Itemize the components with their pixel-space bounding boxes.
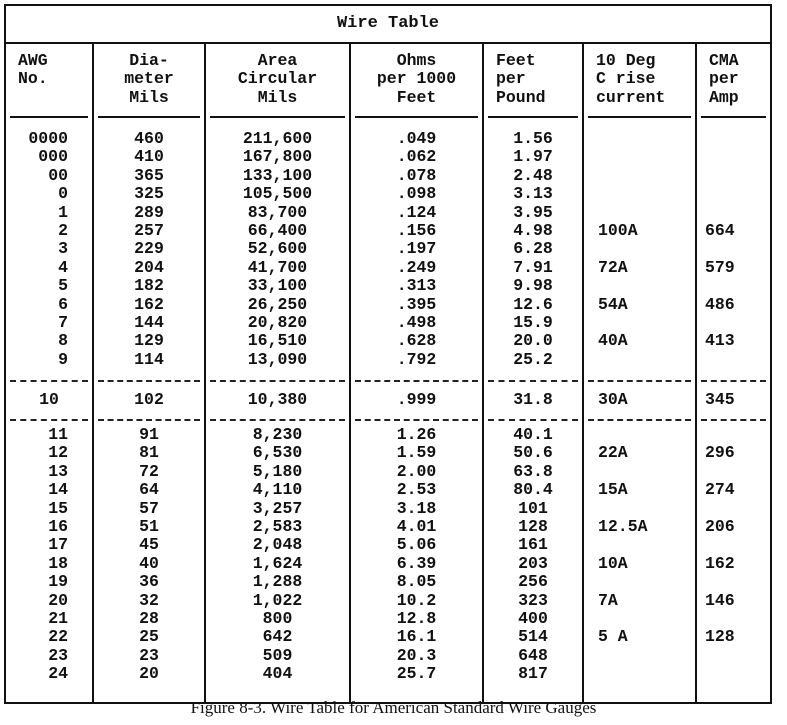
table-cell: 20 (139, 664, 159, 684)
column-header-area: Area Circular Mils (210, 44, 345, 118)
table-cell: 8 (58, 331, 68, 351)
table-cell: 23 (139, 645, 159, 665)
table-cell: 7.91 (513, 257, 553, 277)
dashed-divider (210, 413, 345, 426)
table-cell: 105,500 (242, 184, 313, 204)
table-cell: 664 (705, 220, 735, 240)
table-cell: .098 (396, 184, 437, 204)
table-cell (584, 463, 695, 481)
table-cell: 52,600 (247, 239, 308, 259)
table-cell: 182 (134, 276, 164, 296)
table-cell: 2,583 (252, 517, 303, 537)
dashed-divider (210, 369, 345, 387)
dashed-divider (588, 369, 691, 387)
table-cell (697, 240, 770, 258)
table-cell: 72 (139, 461, 159, 481)
table-cell (584, 130, 695, 148)
table-cell: 2,048 (252, 535, 303, 555)
table-cell: 8,230 (252, 425, 303, 445)
table-cell: 296 (705, 443, 735, 463)
table-cell: 1 (58, 202, 68, 222)
table-cell: 30A (598, 390, 628, 410)
table-cell: .124 (396, 202, 437, 222)
table-cell: 66,400 (247, 220, 308, 240)
table-cell: 20.3 (396, 645, 437, 665)
table-cell: 5 (58, 276, 68, 296)
table-cell: 15.9 (513, 312, 553, 332)
table-cell: 25.2 (513, 349, 553, 369)
table-cell: 000 (38, 147, 68, 167)
table-cell: 17 (48, 535, 68, 555)
table-cell: 100A (598, 220, 638, 240)
table-cell: 50.6 (513, 443, 553, 463)
table-cell: 2 (58, 220, 68, 240)
table-cell (584, 426, 695, 444)
table-cell: 5.06 (396, 535, 437, 555)
table-cell: 12.6 (513, 294, 553, 314)
table-cell (584, 351, 695, 369)
dashed-divider (355, 413, 478, 426)
table-cell (584, 500, 695, 518)
table-cell: 8.05 (396, 572, 437, 592)
column-body (484, 118, 582, 702)
table-cell: 28 (139, 608, 159, 628)
table-cell: 144 (134, 312, 164, 332)
column-feet-per-pound (484, 44, 584, 702)
table-cell: 204 (134, 257, 164, 277)
table-cell: 3.13 (513, 184, 553, 204)
dashed-divider (488, 413, 578, 426)
table-cell: 128 (705, 627, 735, 647)
table-cell: 1,022 (252, 590, 303, 610)
table-cell: 13 (48, 461, 68, 481)
table-cell: 26,250 (247, 294, 308, 314)
table-cell (697, 314, 770, 332)
table-cell (697, 130, 770, 148)
table-cell (697, 148, 770, 166)
column-header-diameter: Dia- meter Mils (98, 44, 200, 118)
column-body (697, 118, 770, 702)
table-cell: .498 (396, 312, 437, 332)
table-cell (584, 314, 695, 332)
table-cell: 1.26 (396, 425, 437, 445)
table-cell: 12 (48, 443, 68, 463)
table-cell: 365 (134, 165, 164, 185)
table-cell: 16,510 (247, 331, 308, 351)
table-cell: 404 (262, 664, 293, 684)
dashed-divider (98, 413, 200, 426)
table-cell: 410 (134, 147, 164, 167)
table-cell: 102 (134, 390, 164, 410)
table-cell (697, 647, 770, 665)
table-cell: 289 (134, 202, 164, 222)
table-cell: 54A (598, 294, 628, 314)
table-cell (584, 240, 695, 258)
table-cell: 25.7 (396, 664, 437, 684)
table-cell: 167,800 (242, 147, 313, 167)
table-cell: 57 (139, 498, 159, 518)
table-cell: 161 (518, 535, 548, 555)
table-cell: 0000 (28, 129, 68, 148)
table-cell: 6,530 (252, 443, 303, 463)
table-cell: 800 (262, 608, 293, 628)
table-cell: 45 (139, 535, 159, 555)
wire-table (4, 4, 772, 704)
table-cell: 9.98 (513, 276, 553, 296)
table-cell: 274 (705, 480, 735, 500)
dashed-divider (10, 369, 88, 387)
table-cell: .999 (396, 390, 437, 410)
column-header-feet-per-pound: Feet per Pound (488, 44, 578, 118)
table-cell: 162 (134, 294, 164, 314)
column-ohms (351, 44, 484, 702)
column-body (351, 118, 482, 702)
table-cell (697, 665, 770, 683)
table-cell: 7A (598, 590, 618, 610)
table-cell: 1,624 (252, 553, 303, 573)
table-cell: .249 (396, 257, 437, 277)
table-cell: 6.39 (396, 553, 437, 573)
table-cell: 229 (134, 239, 164, 259)
table-cell: 12.8 (396, 608, 437, 628)
table-cell: 18 (48, 553, 68, 573)
table-cell: 206 (705, 517, 735, 537)
table-cell: 162 (705, 553, 735, 573)
table-cell: 3,257 (252, 498, 303, 518)
table-cell: 460 (134, 129, 164, 148)
column-body (94, 118, 204, 702)
table-cell: 256 (518, 572, 548, 592)
table-cell: 80.4 (513, 480, 553, 500)
table-cell: 14 (48, 480, 68, 500)
table-columns (6, 44, 770, 702)
column-body (6, 118, 92, 702)
table-cell: .792 (396, 349, 437, 369)
column-body (584, 118, 695, 702)
table-cell: 3 (58, 239, 68, 259)
table-cell: 413 (705, 331, 735, 351)
table-cell (697, 185, 770, 203)
table-cell: 00 (48, 165, 68, 185)
table-cell: 2.48 (513, 165, 553, 185)
column-awg (6, 44, 94, 702)
table-cell: 146 (705, 590, 735, 610)
table-cell: 83,700 (247, 202, 308, 222)
table-cell: 20 (48, 590, 68, 610)
table-cell: 114 (134, 349, 164, 369)
table-cell: 129 (134, 331, 164, 351)
table-cell: 63.8 (513, 461, 553, 481)
table-cell: 3.18 (396, 498, 437, 518)
table-cell: 22 (48, 627, 68, 647)
column-header-ohms: Ohms per 1000 Feet (355, 44, 478, 118)
table-cell: 4,110 (252, 480, 303, 500)
dashed-divider (488, 369, 578, 387)
table-cell: 9 (58, 349, 68, 369)
column-header-awg: AWG No. (10, 44, 88, 118)
table-cell (697, 610, 770, 628)
table-cell: 211,600 (242, 129, 313, 148)
table-cell (584, 185, 695, 203)
table-cell (697, 277, 770, 295)
table-cell: .313 (396, 276, 437, 296)
table-cell: .197 (396, 239, 437, 259)
dashed-divider (701, 413, 766, 426)
table-cell: .078 (396, 165, 437, 185)
table-cell: 2.00 (396, 461, 437, 481)
table-cell: 325 (134, 184, 164, 204)
column-area (206, 44, 351, 702)
table-cell: 20,820 (247, 312, 308, 332)
table-cell: 128 (518, 517, 548, 537)
table-cell: 31.8 (513, 390, 553, 410)
table-cell: 21 (48, 608, 68, 628)
table-cell: 10A (598, 553, 628, 573)
table-cell (697, 167, 770, 185)
dashed-divider (588, 413, 691, 426)
table-cell (697, 204, 770, 222)
table-cell: 4.98 (513, 220, 553, 240)
table-cell: .156 (396, 220, 437, 240)
table-cell (697, 573, 770, 591)
table-cell: .062 (396, 147, 437, 167)
table-cell: 3.95 (513, 202, 553, 222)
table-cell: 11 (48, 425, 68, 445)
table-cell: 40 (139, 553, 159, 573)
dashed-divider (701, 369, 766, 387)
table-cell (584, 647, 695, 665)
table-cell: 642 (262, 627, 293, 647)
table-cell: 1.56 (513, 129, 553, 148)
table-cell: 486 (705, 294, 735, 314)
table-cell: 15A (598, 480, 628, 500)
table-cell: 16 (48, 517, 68, 537)
table-cell (584, 536, 695, 554)
table-cell: 40A (598, 331, 628, 351)
table-cell: 7 (58, 312, 68, 332)
table-title: Wire Table (6, 6, 770, 44)
column-header-current: 10 Deg C rise current (588, 44, 691, 118)
table-cell (584, 204, 695, 222)
table-cell: 13,090 (247, 349, 308, 369)
table-cell (697, 463, 770, 481)
table-cell: 4 (58, 257, 68, 277)
table-cell: 817 (518, 664, 548, 684)
table-cell (584, 148, 695, 166)
table-cell: 20.0 (513, 331, 553, 351)
dashed-divider (355, 369, 478, 387)
table-cell: 64 (139, 480, 159, 500)
table-cell: 33,100 (247, 276, 308, 296)
table-cell: 19 (48, 572, 68, 592)
table-cell: 257 (134, 220, 164, 240)
table-cell: 10.2 (396, 590, 437, 610)
table-cell (697, 500, 770, 518)
table-cell: 400 (518, 608, 548, 628)
table-cell: 41,700 (247, 257, 308, 277)
table-cell: 1,288 (252, 572, 303, 592)
table-cell: 15 (48, 498, 68, 518)
table-cell: 16.1 (396, 627, 437, 647)
figure-caption: Figure 8-3. Wire Table for American Standard Wire Gauges (190, 698, 597, 717)
table-cell: 2.53 (396, 480, 437, 500)
column-body (206, 118, 349, 702)
column-current (584, 44, 697, 702)
table-cell: 509 (262, 645, 293, 665)
table-cell: 22A (598, 443, 628, 463)
table-cell: 12.5A (598, 517, 648, 537)
column-cma-per-amp (697, 44, 770, 702)
table-cell: 4.01 (396, 517, 437, 537)
table-cell (697, 426, 770, 444)
table-cell (584, 573, 695, 591)
table-cell (584, 665, 695, 683)
table-cell: 25 (139, 627, 159, 647)
table-cell: 0 (58, 184, 68, 204)
column-diameter (94, 44, 206, 702)
table-cell (584, 610, 695, 628)
table-cell: 36 (139, 572, 159, 592)
table-cell: 648 (518, 645, 548, 665)
table-cell: 40.1 (513, 425, 553, 445)
dashed-divider (10, 413, 88, 426)
table-cell: 514 (518, 627, 548, 647)
table-cell: .395 (396, 294, 437, 314)
table-cell: 51 (139, 517, 159, 537)
table-cell: 5 A (598, 627, 628, 647)
table-cell: 10,380 (247, 390, 308, 410)
table-cell (697, 536, 770, 554)
table-cell: 133,100 (242, 165, 313, 185)
table-cell: 24 (48, 664, 68, 684)
table-cell: 323 (518, 590, 548, 610)
table-cell: 23 (48, 645, 68, 665)
table-cell: .628 (396, 331, 437, 351)
table-cell (584, 277, 695, 295)
table-cell: 5,180 (252, 461, 303, 481)
table-cell (584, 167, 695, 185)
table-cell: 32 (139, 590, 159, 610)
table-cell: 203 (518, 553, 548, 573)
table-cell: 1.59 (396, 443, 437, 463)
table-cell: 345 (705, 390, 735, 410)
table-cell: 6 (58, 294, 68, 314)
dashed-divider (98, 369, 200, 387)
table-cell: 579 (705, 257, 735, 277)
table-cell: .049 (396, 129, 437, 148)
table-cell: 81 (139, 443, 159, 463)
table-cell: 6.28 (513, 239, 553, 259)
column-header-cma-per-amp: CMA per Amp (701, 44, 766, 118)
table-cell: 1.97 (513, 147, 553, 167)
table-cell: 10 (39, 390, 59, 410)
table-cell: 72A (598, 257, 628, 277)
table-cell: 91 (139, 425, 159, 445)
table-cell (697, 351, 770, 369)
table-cell: 101 (518, 498, 548, 518)
